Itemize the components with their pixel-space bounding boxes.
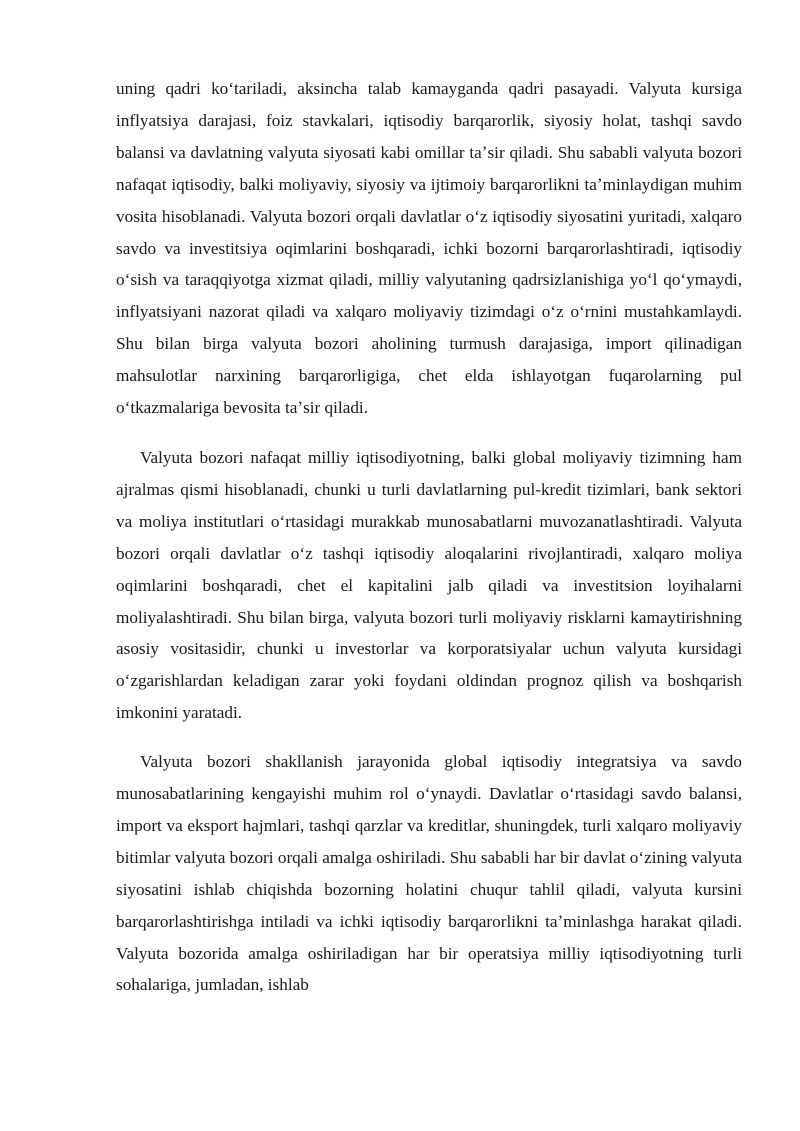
paragraph-continuation: uning qadri koʻtariladi, aksincha talab kamayganda qadri pasayadi. Valyuta kursiga inflyatsiya darajasi, foiz stavkalari, iqtisodiy barqarorlik, siyosiy holat, tashqi savdo balansi va davlatning valyuta siyosati kabi omillar taʼsir qiladi. Shu sababli valyuta bozori nafaqat iqtisodiy, balki moliyaviy, siyosiy va ijtimoiy barqarorlikni taʼminlaydigan muhim vosita hisoblanadi. Valyuta bozori orqali davlatlar oʻz iqtisodiy siyosatini yuritadi, xalqaro savdo va investitsiya oqimlarini boshqaradi, ichki bozorni barqarorlashtiradi, iqtisodiy oʻsish va taraqqiyotga xizmat qiladi, milliy valyutaning qadrsizlanishiga yoʻl qoʻymaydi, inflyatsiyani nazorat qiladi va xalqaro moliyaviy tizimdagi oʻz oʻrnini mustahkamlaydi. Shu bilan birga valyuta bozori aholining turmush darajasiga, import qilinadigan mahsulotlar narxining barqarorligiga, chet elda ishlayotgan fuqarolarning pul oʻtkazmalariga bevosita taʼsir qiladi. (116, 79, 742, 418)
paragraph-global-financial-system: Valyuta bozori nafaqat milliy iqtisodiyotning, balki global moliyaviy tizimning ham ajralmas qismi hisoblanadi, chunki u turli davlatlarning pul-kredit tizimlari, bank sektori va moliya institutlari oʻrtasidagi murakkab munosabatlarni muvozanatlashtiradi. Valyuta bozori orqali davlatlar oʻz tashqi iqtisodiy aloqalarini rivojlantiradi, xalqaro moliya oqimlarini boshqaradi, chet el kapitalini jalb qiladi va investitsion loyihalarni moliyalashtiradi. Shu bilan birga, valyuta bozori turli moliyaviy risklarni kamaytirishning asosiy vositasidir, chunki u investorlar va korporatsiyalar uchun valyuta kursidagi oʻzgarishlardan keladigan zarar yoki foydani oldindan prognoz qilish va boshqarish imkonini yaratadi. (116, 447, 742, 723)
document-body (116, 73, 742, 1001)
paragraph-market-formation: Valyuta bozori shakllanish jarayonida global iqtisodiy integratsiya va savdo munosabatlarining kengayishi muhim rol oʻynaydi. Davlatlar oʻrtasidagi savdo balansi, import va eksport hajmlari, tashqi qarzlar va kreditlar, shuningdek, turli xalqaro moliyaviy bitimlar valyuta bozori orqali amalga oshiriladi. Shu sababli har bir davlat oʻzining valyuta siyosatini ishlab chiqishda bozorning holatini chuqur tahlil qiladi, valyuta kursini barqarorlashtirishga intiladi va ichki iqtisodiy barqarorlikni taʼminlashga harakat qiladi. Valyuta bozorida amalga oshiriladigan har bir operatsiya milliy iqtisodiyotning turli sohalariga, jumladan, ishlab (116, 752, 742, 995)
